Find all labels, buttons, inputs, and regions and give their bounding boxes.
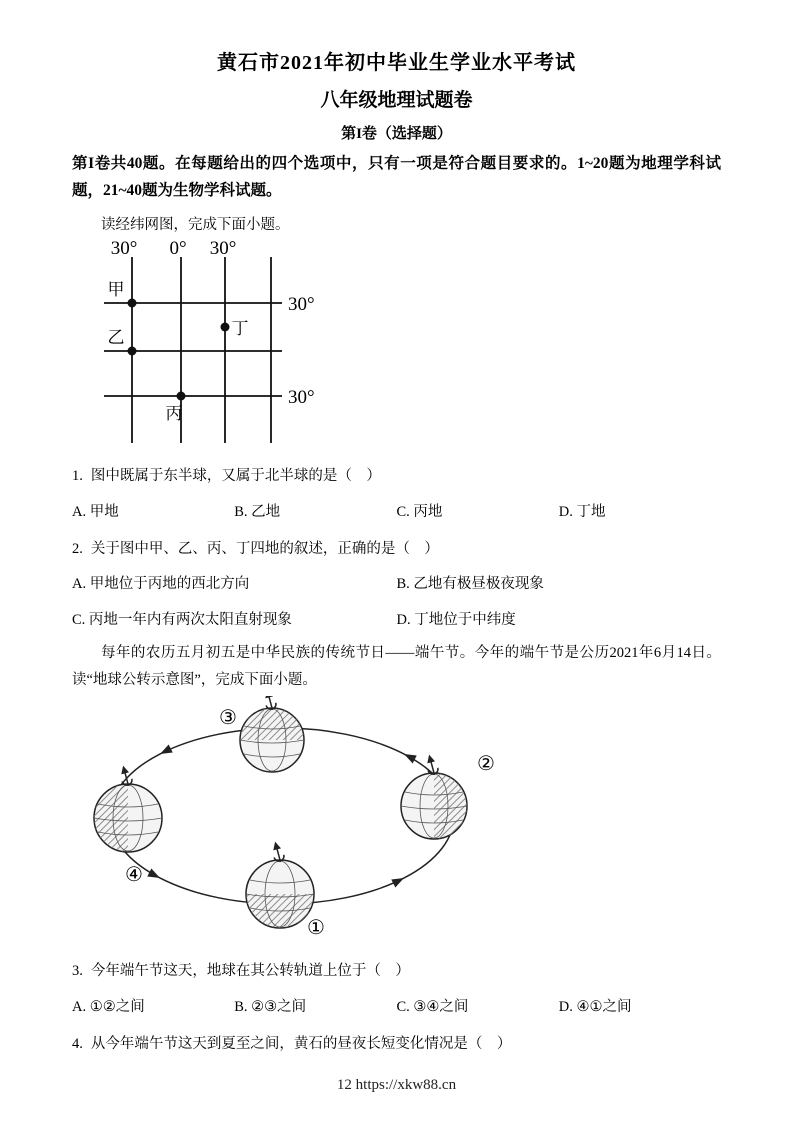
longitude-label: 30° [110, 241, 138, 260]
point-yi-dot [128, 347, 137, 356]
exam-instructions: 第I卷共40题。在每题给出的四个选项中，只有一项是符合题目要求的。1~20题为地理学科试题，21~40题为生物学科试题。 [72, 155, 721, 200]
question-4-stem [72, 1033, 721, 1056]
orbit-arrow-icon [402, 750, 417, 763]
question-3-text: 今年端午节这天，地球在其公转轨道上位于（ ） [90, 962, 410, 979]
option-d: D. ④①之间 [558, 998, 632, 1015]
option-d: D. 丁地位于中纬度 [396, 612, 516, 629]
longitude-label: 0° [169, 241, 187, 260]
latitude-grid-diagram [96, 241, 326, 451]
option-b: B. ②③之间 [234, 998, 307, 1015]
question-1-text: 图中既属于东半球，又属于北半球的是（ ） [90, 468, 381, 485]
question-4-text: 从今年端午节这天到夏至之间，黄石的昼夜长短变化情况是（ ） [90, 1035, 512, 1052]
latitude-label: 30° [288, 294, 315, 316]
option-c: C. 丙地一年内有两次太阳直射现象 [72, 612, 292, 629]
orbit-arrow-icon [147, 868, 162, 881]
option-b: B. 乙地 [234, 504, 281, 521]
earth-position-2 [401, 753, 467, 839]
option-a: A. 甲地位于丙地的西北方向 [72, 576, 250, 593]
point-bing-label: 丙 [165, 404, 183, 424]
longitude-label: 30° [209, 241, 237, 260]
question-2-stem [72, 538, 721, 561]
earth-position-3 [240, 696, 304, 772]
question-2-number: 2. [72, 541, 83, 558]
point-jia-label: 甲 [107, 280, 125, 300]
latitude-label: 30° [288, 387, 315, 409]
point-ding-label: 丁 [231, 319, 249, 339]
option-d: D. 丁地 [558, 504, 606, 521]
orbit-arrow-icon [158, 744, 173, 757]
passage-grid-intro: 读经纬网图，完成下面小题。 [101, 217, 290, 234]
option-c: C. 丙地 [396, 504, 443, 521]
point-yi-label: 乙 [107, 328, 125, 348]
orbit-arrow-icon [391, 874, 406, 887]
page-footer: 12 https://xkw88.cn [336, 1077, 457, 1093]
question-3-stem [72, 960, 721, 983]
orbit-label-4: ④ [125, 863, 143, 886]
orbit-label-2: ② [477, 752, 495, 775]
option-a: A. 甲地 [72, 504, 119, 521]
point-jia-dot [128, 299, 137, 308]
option-c: C. ③④之间 [396, 998, 469, 1015]
question-4-number: 4. [72, 1035, 83, 1052]
earth-position-1 [246, 840, 314, 928]
orbit-label-3: ③ [219, 706, 237, 729]
option-a: A. ①②之间 [72, 998, 145, 1015]
question-1-stem [72, 465, 721, 488]
passage-dragon-boat: 每年的农历五月初五是中华民族的传统节日——端午节。今年的端午节是公历2021年6月14日。读“地球公转示意图”，完成下面小题。 [72, 645, 721, 688]
section-heading: 第I卷（选择题） [341, 126, 452, 142]
option-b: B. 乙地有极昼极夜现象 [396, 576, 544, 593]
question-1-number: 1. [72, 468, 83, 485]
point-ding-dot [221, 323, 230, 332]
question-2-options [72, 573, 721, 632]
question-3-options [72, 996, 721, 1019]
orbit-label-1: ① [307, 916, 325, 939]
question-2-text: 关于图中甲、乙、丙、丁四地的叙述，正确的是（ ） [90, 541, 439, 558]
earth-revolution-diagram [72, 696, 532, 946]
question-1-options [72, 501, 721, 524]
question-3-number: 3. [72, 962, 83, 979]
point-bing-dot [177, 392, 186, 401]
page-subtitle: 八年级地理试题卷 [320, 90, 473, 111]
page-title: 黄石市2021年初中毕业生学业水平考试 [217, 52, 576, 74]
